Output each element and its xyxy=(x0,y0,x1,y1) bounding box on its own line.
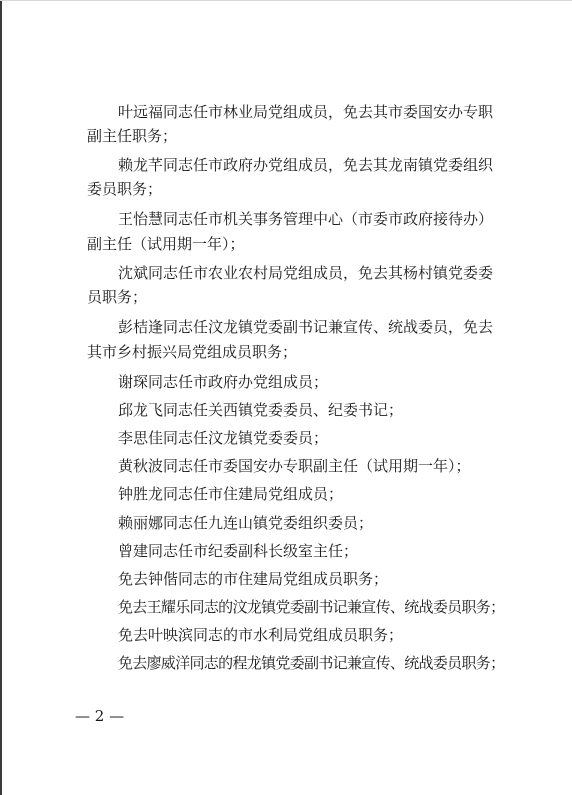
text: 沈斌同志任市农业农村局党组成员，免去其杨村镇党委委 xyxy=(118,264,494,282)
text: 彭桔逢同志任汶龙镇党委副书记兼宣传、统战委员，免去 xyxy=(118,318,494,336)
text: 黄秋波同志任市委国安办专职副主任（试用期一年）； xyxy=(118,457,471,475)
text: 赖龙芊同志任市政府办党组成员，免去其龙南镇党委组织 xyxy=(118,156,494,174)
text: 谢琛同志任市政府办党组成员； xyxy=(118,373,329,391)
text: 免去叶映滨同志的市水利局党组成员职务； xyxy=(118,626,404,644)
page-number: — 2 — xyxy=(75,707,125,725)
text: 员职务； xyxy=(87,288,148,306)
text: 邱龙飞同志任关西镇党委委员、纪委书记； xyxy=(118,401,404,419)
text: 钟胜龙同志任市住建局党组成员； xyxy=(118,485,344,503)
text: 免去王耀乐同志的汶龙镇党委副书记兼宣传、统战委员职务； xyxy=(118,598,505,616)
text: 曾建同志任市纪委副科长级室主任； xyxy=(118,542,359,560)
text: 其市乡村振兴局党组成员职务； xyxy=(87,343,298,361)
text: 副主任（试用期一年）； xyxy=(87,235,245,253)
text: 免去廖威洋同志的程龙镇党委副书记兼宣传、统战委员职务； xyxy=(118,654,505,672)
text: 李思佳同志任汶龙镇党委委员； xyxy=(118,429,329,447)
text: 叶远福同志任市林业局党组成员，免去其市委国安办专职 xyxy=(118,103,494,121)
text: 副主任职务； xyxy=(87,127,178,145)
text: 委员职务； xyxy=(87,180,163,198)
text: 赖丽娜同志任九连山镇党委组织委员； xyxy=(118,514,374,532)
text: 免去钟偕同志的市住建局党组成员职务； xyxy=(118,570,389,588)
text: 王怡慧同志任市机关事务管理中心（市委市政府接待办） xyxy=(118,210,494,228)
